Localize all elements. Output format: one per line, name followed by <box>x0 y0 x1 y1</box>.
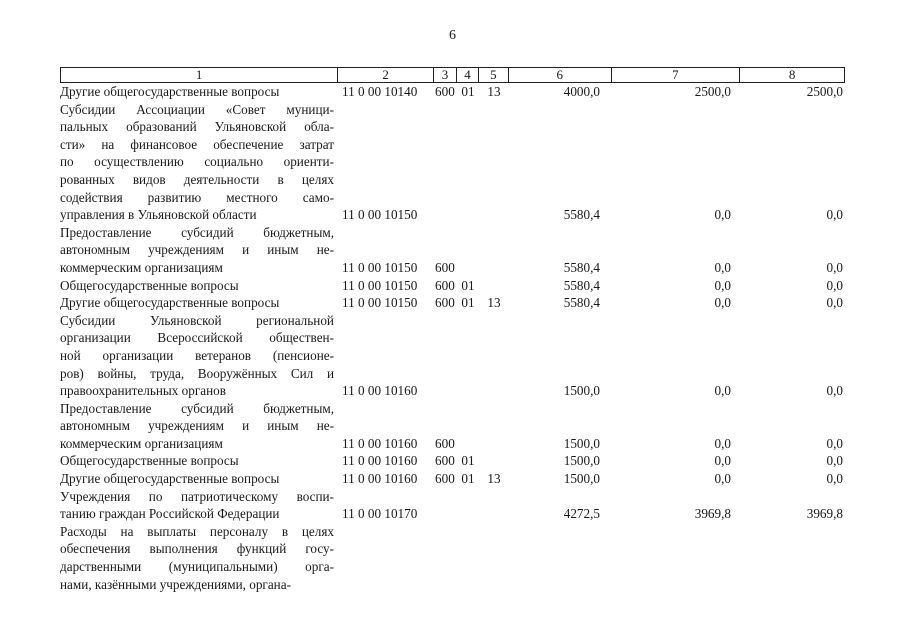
table-body <box>60 83 845 593</box>
row-name <box>60 83 338 101</box>
row-name-line: коммерческим организациям <box>60 435 223 451</box>
cell-value-8: 0,0 <box>826 259 843 275</box>
row-name-line: Другие общегосударственные вопросы <box>60 84 280 99</box>
cell-value-6: 1500,0 <box>563 435 600 451</box>
row-name-line: Общегосударственные вопросы <box>60 453 239 469</box>
cell-value-8: 0,0 <box>826 295 843 311</box>
cell-value-7: 3969,8 <box>694 506 731 522</box>
table-row <box>60 452 845 470</box>
cell-section: 01 <box>461 277 475 293</box>
table-row <box>60 101 845 224</box>
cell-value-7: 0,0 <box>714 471 731 487</box>
cell-value-7: 0,0 <box>714 453 731 469</box>
table-row <box>60 277 845 295</box>
cell-value-6: 4000,0 <box>563 84 600 99</box>
cell-value-8: 0,0 <box>826 435 843 451</box>
cell-value-6: 5580,4 <box>563 259 600 275</box>
header-col-5: 5 <box>479 68 509 82</box>
row-name <box>60 312 338 400</box>
cell-code: 11 0 00 10150 <box>342 277 418 293</box>
cell-expense-type: 600 <box>435 259 455 275</box>
table-row <box>60 523 845 593</box>
row-name-line: рованных видов деятельности в целях <box>60 171 334 187</box>
header-col-6: 6 <box>509 68 612 82</box>
row-name-line: Предоставление субсидий бюджетным, <box>60 400 334 416</box>
row-name-line: Субсидии Ульяновской региональной <box>60 312 334 328</box>
row-name-line: содействия развитию местного само- <box>60 189 334 205</box>
row-name-line: обеспечения выполнения функций госу- <box>60 541 334 557</box>
row-name-line: Другие общегосударственные вопросы <box>60 295 280 311</box>
row-name <box>60 452 338 470</box>
row-name-line: Предоставление субсидий бюджетным, <box>60 224 334 240</box>
cell-code: 11 0 00 10140 <box>342 84 418 99</box>
row-name <box>60 488 338 523</box>
row-name-line: управления в Ульяновской области <box>60 207 257 223</box>
row-name-line: Субсидии Ассоциации «Совет муници- <box>60 101 334 117</box>
row-name <box>60 400 338 453</box>
row-name-line: танию граждан Российской Федерации <box>60 506 280 522</box>
cell-expense-type: 600 <box>435 471 455 487</box>
cell-section: 01 <box>461 295 475 311</box>
cell-code: 11 0 00 10170 <box>342 506 418 522</box>
budget-table <box>60 67 845 593</box>
cell-code: 11 0 00 10160 <box>342 435 418 451</box>
cell-subsection: 13 <box>487 471 501 487</box>
cell-section: 01 <box>461 471 475 487</box>
cell-value-8: 0,0 <box>826 383 843 399</box>
cell-code: 11 0 00 10150 <box>342 295 418 311</box>
cell-value-7: 0,0 <box>714 207 731 223</box>
cell-subsection: 13 <box>487 295 501 311</box>
cell-section: 01 <box>461 453 475 469</box>
cell-expense-type: 600 <box>435 435 455 451</box>
row-name-line: ной организации ветеранов (пенсионе- <box>60 347 334 363</box>
cell-value-8: 2500,0 <box>806 84 843 99</box>
row-name <box>60 523 338 593</box>
cell-code: 11 0 00 10160 <box>342 471 418 487</box>
table-row <box>60 294 845 312</box>
cell-expense-type: 600 <box>435 277 455 293</box>
table-row <box>60 83 845 101</box>
cell-subsection: 13 <box>487 84 501 99</box>
cell-expense-type: 600 <box>435 453 455 469</box>
header-col-8: 8 <box>788 67 796 82</box>
row-name-line: Общегосударственные вопросы <box>60 277 239 293</box>
row-name-line: Учреждения по патриотическому воспи- <box>60 488 334 504</box>
table-row <box>60 488 845 523</box>
cell-value-6: 1500,0 <box>563 471 600 487</box>
cell-value-8: 3969,8 <box>806 506 843 522</box>
cell-expense-type: 600 <box>435 84 455 99</box>
cell-value-7: 0,0 <box>714 277 731 293</box>
row-name <box>60 277 338 295</box>
page-number: 6 <box>449 28 456 43</box>
header-col-3: 3 <box>434 68 457 82</box>
cell-expense-type: 600 <box>435 295 455 311</box>
cell-code: 11 0 00 10160 <box>342 383 418 399</box>
cell-value-7: 2500,0 <box>694 84 731 99</box>
cell-value-7: 0,0 <box>714 383 731 399</box>
cell-value-6: 5580,4 <box>563 277 600 293</box>
row-name-line: коммерческим организациям <box>60 259 223 275</box>
row-name-line: нами, казёнными учреждениями, органа- <box>60 576 291 592</box>
cell-value-7: 0,0 <box>714 435 731 451</box>
cell-code: 11 0 00 10160 <box>342 453 418 469</box>
header-col-2: 2 <box>338 68 434 82</box>
row-name-line: правоохранительных органов <box>60 383 227 399</box>
cell-code: 11 0 00 10150 <box>342 207 418 223</box>
row-name-line: ров) войны, труда, Вооружённых Сил и <box>60 365 334 381</box>
cell-value-7: 0,0 <box>714 295 731 311</box>
row-name-line: автономным учреждениям и иным не- <box>60 418 334 434</box>
cell-section: 01 <box>461 84 475 99</box>
row-name-line: сти» на финансовое обеспечение затрат <box>60 136 334 152</box>
row-name <box>60 294 338 312</box>
row-name-line: Расходы на выплаты персоналу в целях <box>60 523 334 539</box>
cell-value-6: 1500,0 <box>563 383 600 399</box>
table-header <box>60 67 845 83</box>
header-col-1: 1 <box>61 68 338 82</box>
cell-value-8: 0,0 <box>826 453 843 469</box>
row-name <box>60 101 338 224</box>
table-row <box>60 224 845 277</box>
cell-value-6: 4272,5 <box>563 506 600 522</box>
cell-value-8: 0,0 <box>826 471 843 487</box>
row-name-line: дарственными (муниципальными) орга- <box>60 559 334 575</box>
table-row <box>60 400 845 453</box>
row-name-line: автономным учреждениям и иным не- <box>60 242 334 258</box>
table-row <box>60 470 845 488</box>
row-name <box>60 224 338 277</box>
cell-value-6: 1500,0 <box>563 453 600 469</box>
cell-value-6: 5580,4 <box>563 295 600 311</box>
cell-code: 11 0 00 10150 <box>342 259 418 275</box>
cell-value-8: 0,0 <box>826 207 843 223</box>
header-col-7: 7 <box>612 68 741 82</box>
cell-value-8: 0,0 <box>826 277 843 293</box>
cell-value-7: 0,0 <box>714 259 731 275</box>
table-row <box>60 312 845 400</box>
row-name-line: Другие общегосударственные вопросы <box>60 471 280 487</box>
row-name <box>60 470 338 488</box>
row-name-line: по осуществлению социально ориенти- <box>60 154 334 170</box>
row-name-line: организации Всероссийской обществен- <box>60 330 334 346</box>
row-name-line: пальных образований Ульяновской обла- <box>60 119 334 135</box>
header-col-4: 4 <box>457 68 479 82</box>
cell-value-6: 5580,4 <box>563 207 600 223</box>
